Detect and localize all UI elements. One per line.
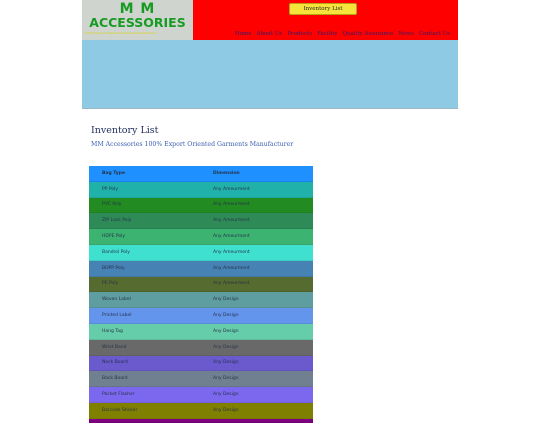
bag-type-cell: HDPE Poly [102, 234, 126, 240]
table-row [89, 403, 313, 419]
dimension-cell: Any Ameurment [213, 281, 250, 287]
table-row [89, 292, 313, 308]
inventory-table [89, 166, 313, 423]
hero-banner [82, 40, 458, 109]
dimension-cell: Any Ameurment [213, 218, 250, 224]
bag-type-cell: Woven Label [102, 297, 131, 303]
dimension-cell: Any Design [213, 376, 239, 382]
site-logo[interactable] [82, 0, 193, 40]
dimension-cell: Any Ameurment [213, 234, 250, 240]
site-header [82, 0, 458, 40]
bag-type-cell: PVC Poly [102, 202, 122, 208]
bag-type-cell: Neck Board [102, 360, 128, 366]
table-row [89, 182, 313, 198]
logo-line2: ACCESSORIES [89, 15, 186, 30]
nav-link-facility[interactable]: Facility [317, 31, 338, 37]
page-title: Inventory List [91, 125, 159, 136]
dimension-cell: Any Ameurment [213, 265, 250, 271]
bag-type-cell: Barcode Sticker [102, 407, 138, 413]
header-dimension: Dimension [213, 170, 240, 176]
dimension-cell: Any Design [213, 360, 239, 366]
table-body [89, 182, 313, 419]
header-bag-type: Bag Type [102, 170, 125, 176]
dimension-cell: Any Design [213, 297, 239, 303]
dimension-cell: Any Ameurment [213, 202, 250, 208]
dimension-cell: Any Ameurment [213, 249, 250, 255]
table-row [89, 387, 313, 403]
table-row [89, 198, 313, 214]
table-row [89, 371, 313, 387]
bag-type-cell: PE Poly [102, 281, 119, 287]
dimension-cell: Any Design [213, 344, 239, 350]
table-row [89, 340, 313, 356]
page-subtitle: MM Accessories 100% Export Oriented Garments Manufacturer [91, 141, 294, 148]
logo-line1: M M [119, 1, 156, 17]
dimension-cell: Any Design [213, 392, 239, 398]
logo-tagline: 100% Export Oriented Garments Manufacturer [84, 31, 157, 35]
nav-link-news[interactable]: News [398, 31, 414, 37]
table-row [89, 308, 313, 324]
table-row [89, 229, 313, 245]
bag-type-cell: Back Board [102, 376, 128, 382]
table-row [89, 324, 313, 340]
table-header-row [89, 166, 313, 182]
bag-type-cell: ZIP Lock Poly [102, 218, 132, 224]
table-row [89, 245, 313, 261]
main-nav [235, 31, 450, 37]
table-row [89, 277, 313, 293]
bag-type-cell: BOPP Poly [102, 265, 125, 271]
nav-link-contact-us[interactable]: Contact Us [418, 31, 450, 37]
nav-link-quality-assurance[interactable]: Quality Assurance [342, 31, 394, 37]
bag-type-cell: Printed Label [102, 313, 132, 319]
bag-type-cell: Bandrol Poly [102, 249, 130, 255]
bag-type-cell: Wrist Band [102, 344, 127, 350]
nav-link-about-us[interactable]: About Us [256, 31, 283, 37]
dimension-cell: Any Design [213, 407, 239, 413]
inventory-list-button[interactable]: Inventory List [289, 3, 357, 15]
dimension-cell: Any Design [213, 313, 239, 319]
dimension-cell: Any Design [213, 328, 239, 334]
table-row [89, 213, 313, 229]
bag-type-cell: Hang Tag [102, 328, 123, 334]
table-row-partial [89, 419, 313, 423]
nav-link-products[interactable]: Products [287, 31, 313, 37]
nav-link-home[interactable]: Home [234, 31, 252, 37]
bag-type-cell: Pocket Flasher [102, 392, 135, 398]
bag-type-cell: PP Poly [102, 186, 119, 192]
dimension-cell: Any Ameurment [213, 186, 250, 192]
table-row [89, 261, 313, 277]
table-row [89, 356, 313, 372]
